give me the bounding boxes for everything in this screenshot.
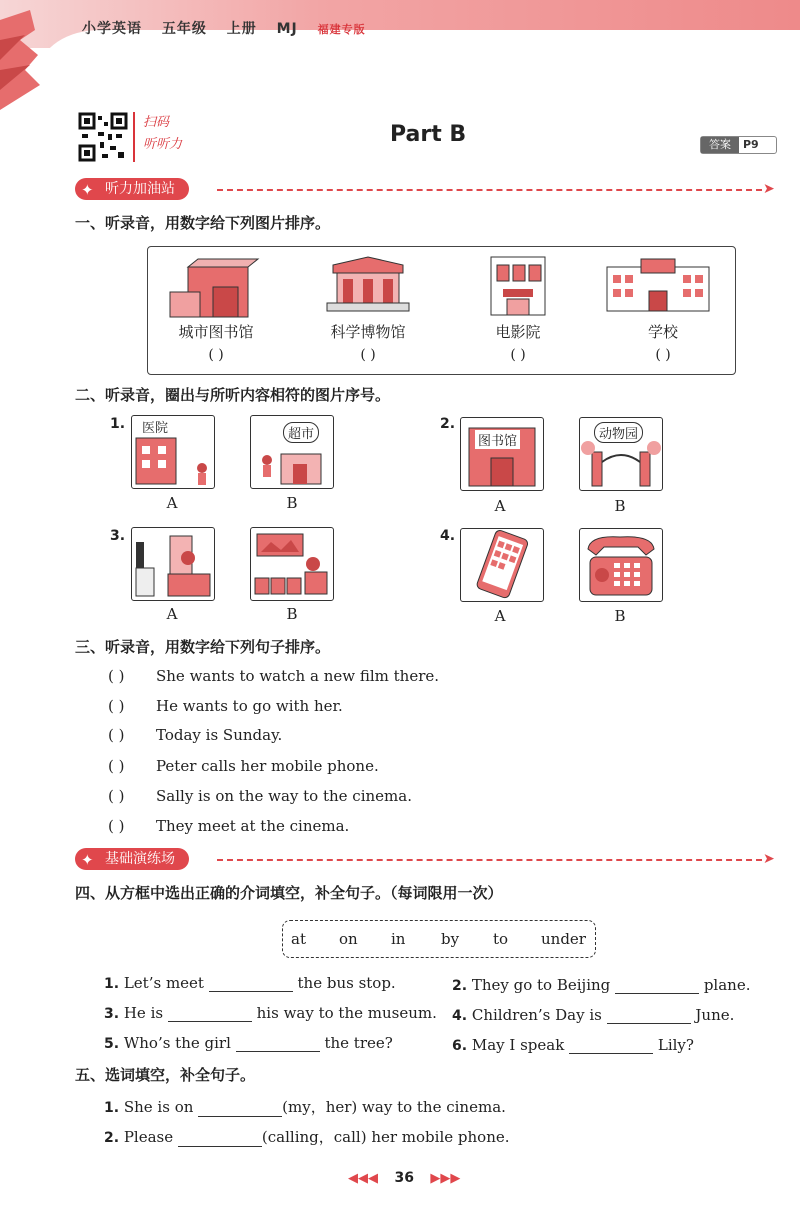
- item-number: 6.: [452, 1038, 468, 1054]
- item-number: 4.: [452, 1008, 468, 1024]
- hospital-sign: 医院: [142, 421, 169, 436]
- blank-field[interactable]: [569, 1039, 653, 1054]
- fill-item: [104, 1034, 393, 1052]
- option-b[interactable]: B: [286, 494, 298, 512]
- watching-tv-icon: [132, 528, 214, 600]
- option-b[interactable]: B: [614, 497, 626, 515]
- sentence-text: Today is Sunday.: [156, 726, 283, 744]
- banner-label: 基础演练场: [105, 851, 175, 867]
- triangles-left-icon: ◀◀◀: [348, 1171, 378, 1186]
- library-icon: [461, 418, 543, 490]
- blank-field[interactable]: [198, 1102, 282, 1117]
- word-option: at: [291, 930, 306, 948]
- page-title: Part B: [390, 122, 467, 147]
- header-grade: 五年级: [161, 21, 207, 37]
- fill-item: [104, 1096, 506, 1117]
- mobile-phone-icon: [461, 529, 543, 601]
- word-option: to: [493, 930, 509, 948]
- telephone-icon: [580, 529, 662, 601]
- blank-field[interactable]: [178, 1132, 262, 1147]
- answer-slot[interactable]: ( ): [360, 347, 376, 363]
- picture-4b-telephone[interactable]: [579, 528, 663, 602]
- q1-picture-box: [147, 246, 736, 375]
- picture-1a-hospital[interactable]: [131, 415, 215, 489]
- sentence-text: (my，her) way to the cinema.: [282, 1098, 506, 1116]
- sentence-text: Children’s Day is: [471, 1006, 602, 1024]
- answer-slot[interactable]: ( ): [208, 347, 224, 363]
- scan-line2: 听听力: [143, 137, 183, 152]
- city-library-icon: [168, 257, 268, 319]
- header-title: [82, 18, 380, 38]
- answer-label: 答案: [701, 137, 739, 153]
- sentence-text: He wants to go with her.: [156, 697, 343, 715]
- sentence-text: (calling，call) her mobile phone.: [261, 1128, 510, 1146]
- page-number: 36: [394, 1170, 414, 1186]
- answer-slot[interactable]: ( ): [108, 817, 125, 835]
- sentence-text: Peter calls her mobile phone.: [156, 757, 379, 775]
- sentence-row: [108, 817, 349, 835]
- fill-item: [452, 976, 750, 994]
- item-number: 5.: [104, 1036, 120, 1052]
- item-number: 1.: [110, 416, 126, 432]
- sentence-text: his way to the museum.: [256, 1004, 437, 1022]
- header-edition: MJ: [276, 21, 298, 37]
- triangles-right-icon: ▶▶▶: [430, 1171, 461, 1186]
- item-number: 4.: [440, 528, 456, 544]
- blank-field[interactable]: [209, 977, 293, 992]
- header-region: 福建专版: [317, 23, 366, 36]
- supermarket-sign: 超市: [283, 422, 319, 443]
- label-city-library: 城市图书馆: [178, 323, 254, 341]
- banner-label: 听力加油站: [105, 181, 175, 197]
- answer-slot[interactable]: ( ): [108, 726, 125, 744]
- label-cinema: 电影院: [495, 323, 541, 341]
- sentence-text: Lily?: [657, 1036, 694, 1054]
- answer-slot[interactable]: ( ): [510, 347, 526, 363]
- sentence-row: [108, 667, 439, 685]
- banner-divider: [217, 859, 762, 861]
- star-icon: ✦: [81, 851, 94, 869]
- label-school: 学校: [647, 323, 678, 341]
- option-a[interactable]: A: [494, 607, 506, 625]
- sentence-text: the tree?: [324, 1034, 393, 1052]
- item-number: 2.: [440, 416, 456, 432]
- question-5-title: 五、选词填空，补全句子。: [75, 1066, 256, 1084]
- sentence-row: [108, 726, 282, 744]
- star-icon: ✦: [81, 181, 94, 199]
- blank-field[interactable]: [607, 1009, 691, 1024]
- item-number: 1.: [104, 976, 120, 992]
- sentence-text: He is: [123, 1004, 164, 1022]
- pagoda-icon: [0, 0, 45, 120]
- sentence-text: Let’s meet: [123, 974, 204, 992]
- page-footer: [348, 1170, 498, 1186]
- sentence-text: June.: [695, 1006, 735, 1024]
- option-b[interactable]: B: [286, 605, 298, 623]
- answer-page: P9: [743, 138, 759, 151]
- blank-field[interactable]: [615, 979, 699, 994]
- option-a[interactable]: A: [494, 497, 506, 515]
- sentence-row: [108, 787, 412, 805]
- sentence-text: She is on: [123, 1098, 194, 1116]
- item-number: 2.: [452, 978, 468, 994]
- picture-4a-mobile-phone[interactable]: [460, 528, 544, 602]
- answer-slot[interactable]: ( ): [108, 787, 125, 805]
- school-icon: [603, 257, 713, 317]
- qr-code-icon[interactable]: [78, 112, 128, 162]
- sentence-text: plane.: [703, 976, 751, 994]
- picture-2b-zoo[interactable]: [579, 417, 663, 491]
- question-1-title: 一、听录音，用数字给下列图片排序。: [75, 214, 331, 232]
- sentence-text: the bus stop.: [297, 974, 396, 992]
- cinema-icon: [483, 251, 553, 319]
- item-number: 1.: [104, 1100, 120, 1116]
- sentence-text: She wants to watch a new film there.: [156, 667, 440, 685]
- zoo-sign: 动物园: [594, 422, 643, 443]
- picture-3a-watching-tv[interactable]: [131, 527, 215, 601]
- fill-item: [452, 1036, 694, 1054]
- fill-item: [104, 1004, 437, 1022]
- chevron-right-icon: ➤: [763, 181, 775, 197]
- question-2-title: 二、听录音，圈出与所听内容相符的图片序号。: [75, 386, 391, 404]
- blank-field[interactable]: [168, 1007, 252, 1022]
- picture-2a-library[interactable]: [460, 417, 544, 491]
- sentence-text: They meet at the cinema.: [156, 817, 350, 835]
- header-curve: [40, 30, 800, 90]
- picture-3b-cinema[interactable]: [250, 527, 334, 601]
- fill-item: [452, 1006, 734, 1024]
- answer-slot[interactable]: ( ): [108, 697, 125, 715]
- option-a[interactable]: A: [166, 605, 178, 623]
- chevron-right-icon: ➤: [763, 851, 775, 867]
- sentence-text: Please: [123, 1128, 174, 1146]
- answer-slot[interactable]: ( ): [108, 667, 125, 685]
- word-option: on: [339, 930, 358, 948]
- header-volume: 上册: [226, 21, 257, 37]
- header-subject: 小学英语: [82, 21, 142, 37]
- option-a[interactable]: A: [166, 494, 178, 512]
- scan-line1: 扫码: [143, 115, 170, 130]
- fill-item: [104, 974, 396, 992]
- sentence-text: Who’s the girl: [123, 1034, 231, 1052]
- answer-slot[interactable]: ( ): [108, 757, 125, 775]
- sentence-text: They go to Beijing: [471, 976, 611, 994]
- answer-slot[interactable]: ( ): [655, 347, 671, 363]
- item-number: 3.: [110, 528, 126, 544]
- question-4-title: 四、从方框中选出正确的介词填空，补全句子。（每词限用一次）: [75, 884, 503, 902]
- picture-1b-supermarket[interactable]: [250, 415, 334, 489]
- word-option: under: [541, 930, 586, 948]
- sentence-row: [108, 757, 379, 775]
- label-science-museum: 科学博物馆: [330, 323, 406, 341]
- cinema-seats-icon: [251, 528, 333, 600]
- item-number: 2.: [104, 1130, 120, 1146]
- word-bank-box: [282, 920, 596, 958]
- library-sign: 图书馆: [475, 430, 520, 449]
- sentence-text: Sally is on the way to the cinema.: [156, 787, 412, 805]
- scan-to-listen[interactable]: [133, 112, 193, 162]
- item-number: 3.: [104, 1006, 120, 1022]
- word-option: by: [441, 930, 460, 948]
- fill-item: [104, 1126, 510, 1147]
- sentence-text: May I speak: [471, 1036, 565, 1054]
- science-museum-icon: [323, 255, 413, 319]
- sentence-row: [108, 697, 343, 715]
- word-option: in: [391, 930, 406, 948]
- banner-divider: [217, 189, 762, 191]
- option-b[interactable]: B: [614, 607, 626, 625]
- blank-field[interactable]: [236, 1037, 320, 1052]
- answer-badge[interactable]: [700, 136, 777, 154]
- question-3-title: 三、听录音，用数字给下列句子排序。: [75, 638, 331, 656]
